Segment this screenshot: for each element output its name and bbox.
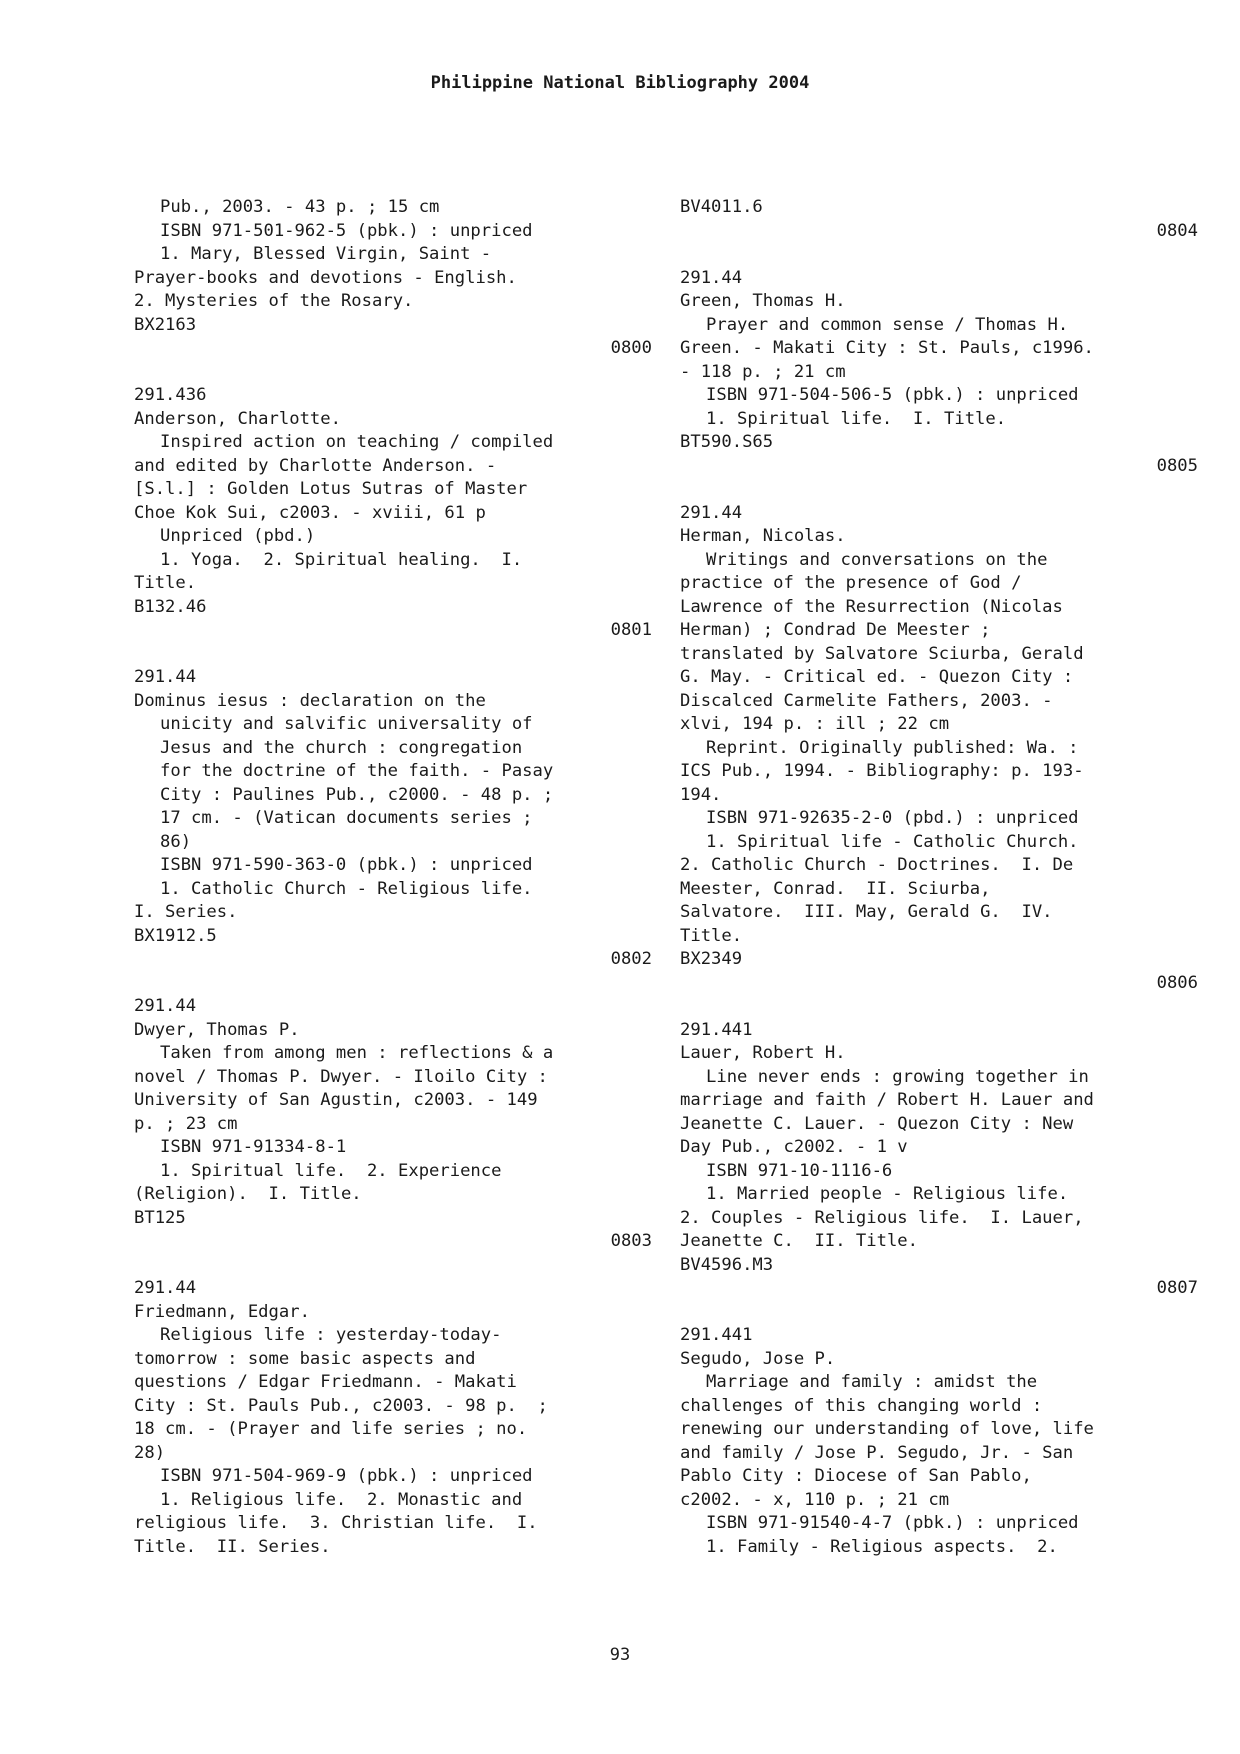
entry-line: BX2163 bbox=[134, 314, 197, 335]
entry-line: Jeanette C. Lauer. - Quezon City : New bbox=[680, 1113, 1074, 1134]
entry-line: BX1912.5 bbox=[134, 925, 217, 946]
entry-line: Inspired action on teaching / compiled bbox=[160, 432, 554, 452]
entry-line: 17 cm. - (Vatican documents series ; bbox=[160, 808, 533, 828]
entry-line: translated by Salvatore Sciurba, Gerald bbox=[680, 643, 1084, 664]
entry-line: for the doctrine of the faith. - Pasay bbox=[160, 761, 554, 781]
entry-line: Lawrence of the Resurrection (Nicolas bbox=[680, 596, 1063, 617]
entry-line: BT125 bbox=[134, 1207, 186, 1228]
entry-line: BX2349 bbox=[680, 949, 743, 969]
entry-line: Choe Kok Sui, c2003. - xviii, 61 p bbox=[134, 502, 486, 523]
entry-separator bbox=[134, 972, 654, 996]
entry-line: Herman, Nicolas. bbox=[680, 526, 846, 546]
entry-number: 0801 bbox=[610, 620, 652, 640]
entry-line: Anderson, Charlotte. bbox=[134, 408, 341, 429]
entry-line: and family / Jose P. Segudo, Jr. - San bbox=[680, 1442, 1074, 1463]
entry-line: Marriage and family : amidst the bbox=[706, 1372, 1038, 1392]
entry-line: ISBN 971-501-962-5 (pbk.) : unpriced bbox=[160, 220, 533, 241]
entry-line: Dominus iesus : declaration on the bbox=[134, 690, 486, 711]
entry-line: City : St. Pauls Pub., c2003. - 98 p. ; bbox=[134, 1395, 548, 1416]
entry-line: Green. - Makati City : St. Pauls, c1996. bbox=[680, 338, 1094, 358]
right-column bbox=[680, 196, 1200, 1559]
entry-line: and edited by Charlotte Anderson. - bbox=[134, 455, 497, 476]
entry-line: City : Paulines Pub., c2000. - 48 p. ; bbox=[160, 784, 554, 805]
entry-line: 291.441 bbox=[680, 1325, 753, 1345]
entry-line: 1. Religious life. 2. Monastic and bbox=[160, 1489, 523, 1510]
entry-line: 1. Catholic Church - Religious life. bbox=[160, 878, 533, 899]
entry-separator bbox=[680, 243, 1200, 267]
entry-line: Friedmann, Edgar. bbox=[134, 1301, 310, 1322]
entry-line: - 118 p. ; 21 cm bbox=[680, 361, 846, 382]
entry-number: 0805 bbox=[1156, 455, 1198, 476]
entry-line: challenges of this changing world : bbox=[680, 1395, 1043, 1416]
entry-line: 291.44 bbox=[134, 1278, 197, 1298]
entry-line: [S.l.] : Golden Lotus Sutras of Master bbox=[134, 479, 528, 499]
entry-line: 291.436 bbox=[134, 385, 207, 405]
entry-line: 1. Family - Religious aspects. 2. bbox=[706, 1536, 1058, 1557]
entry-line: Title. bbox=[680, 925, 743, 946]
entry-number: 0804 bbox=[1156, 220, 1198, 241]
entry-line: 2. Catholic Church - Doctrines. I. De bbox=[680, 855, 1074, 875]
entry-line: 28) bbox=[134, 1442, 166, 1463]
entry-line: Taken from among men : reflections & a bbox=[160, 1043, 554, 1063]
entry-line: Green, Thomas H. bbox=[680, 291, 846, 311]
entry-line: Religious life : yesterday-today- bbox=[160, 1325, 502, 1345]
running-head-title: Philippine National Bibliography 2004 bbox=[430, 73, 810, 93]
entry-line: 1. Spiritual life. 2. Experience bbox=[160, 1160, 502, 1181]
entry-line: unicity and salvific universality of bbox=[160, 714, 533, 734]
entry-line: renewing our understanding of love, life bbox=[680, 1419, 1094, 1439]
entry-line: Salvatore. III. May, Gerald G. IV. bbox=[680, 902, 1053, 922]
entry-line: G. May. - Critical ed. - Quezon City : bbox=[680, 667, 1074, 687]
entry-line: practice of the presence of God / bbox=[680, 573, 1022, 593]
entry-separator bbox=[134, 361, 654, 385]
entry-line: 291.441 bbox=[680, 1019, 753, 1040]
entry-line: religious life. 3. Christian life. I. bbox=[134, 1513, 538, 1533]
entry-line: marriage and faith / Robert H. Lauer and bbox=[680, 1090, 1094, 1110]
entry-line: ISBN 971-504-506-5 (pbk.) : unpriced bbox=[706, 385, 1079, 405]
entry-line: Pablo City : Diocese of San Pablo, bbox=[680, 1466, 1032, 1486]
entry-separator bbox=[680, 1301, 1200, 1325]
page-number: 93 bbox=[609, 1645, 631, 1665]
entry-line: Line never ends : growing together in bbox=[706, 1066, 1089, 1087]
entry-line: p. ; 23 cm bbox=[134, 1113, 238, 1134]
entry-line: BV4011.6 bbox=[680, 197, 763, 217]
entry-line: tomorrow : some basic aspects and bbox=[134, 1348, 476, 1369]
entry-number: 0807 bbox=[1156, 1278, 1198, 1298]
entry-line: questions / Edgar Friedmann. - Makati bbox=[134, 1372, 517, 1392]
entry-line: Prayer-books and devotions - English. bbox=[134, 267, 517, 288]
entry-line: I. Series. bbox=[134, 902, 238, 922]
entry-number: 0803 bbox=[610, 1231, 652, 1251]
entry-line: ISBN 971-91540-4-7 (pbk.) : unpriced bbox=[706, 1513, 1079, 1533]
entry-line: 291.44 bbox=[134, 667, 197, 687]
left-column bbox=[134, 196, 654, 1559]
entry-separator bbox=[680, 995, 1200, 1019]
entry-line: Dwyer, Thomas P. bbox=[134, 1019, 300, 1040]
entry-line: 291.44 bbox=[134, 996, 197, 1016]
entry-line: ISBN 971-91334-8-1 bbox=[160, 1137, 347, 1157]
entry-line: 18 cm. - (Prayer and life series ; no. bbox=[134, 1419, 528, 1439]
entry-line: xlvi, 194 p. : ill ; 22 cm bbox=[680, 714, 950, 734]
entry-line: BT590.S65 bbox=[680, 432, 774, 452]
entry-line: Title. II. Series. bbox=[134, 1536, 331, 1557]
entry-line: ISBN 971-92635-2-0 (pbd.) : unpriced bbox=[706, 808, 1079, 828]
entry-line: 86) bbox=[160, 831, 192, 852]
entry-line: ISBN 971-10-1116-6 bbox=[706, 1160, 893, 1181]
entry-line: 1. Married people - Religious life. bbox=[706, 1184, 1069, 1204]
entry-line: Herman) ; Condrad De Meester ; bbox=[680, 620, 991, 640]
entry-line: BV4596.M3 bbox=[680, 1254, 774, 1275]
entry-line: 194. bbox=[680, 784, 722, 805]
entry-line: 1. Spiritual life. I. Title. bbox=[706, 408, 1007, 429]
entry-line: 2. Mysteries of the Rosary. bbox=[134, 291, 414, 311]
entry-line: 2. Couples - Religious life. I. Lauer, bbox=[680, 1207, 1084, 1228]
entry-line: B132.46 bbox=[134, 596, 207, 617]
entry-line: 1. Mary, Blessed Virgin, Saint - bbox=[160, 244, 492, 264]
entry-line: Discalced Carmelite Fathers, 2003. - bbox=[680, 690, 1053, 711]
entry-line: Segudo, Jose P. bbox=[680, 1348, 836, 1369]
entry-line: Prayer and common sense / Thomas H. bbox=[706, 314, 1069, 335]
entry-line: 291.44 bbox=[680, 502, 743, 523]
entry-line: ISBN 971-504-969-9 (pbk.) : unpriced bbox=[160, 1466, 533, 1486]
entry-separator bbox=[134, 643, 654, 667]
entry-separator bbox=[134, 1254, 654, 1278]
entry-line: University of San Agustin, c2003. - 149 bbox=[134, 1090, 538, 1110]
entry-line: Jesus and the church : congregation bbox=[160, 737, 523, 758]
entry-line: Meester, Conrad. II. Sciurba, bbox=[680, 878, 991, 899]
entry-line: 291.44 bbox=[680, 267, 743, 288]
entry-line: Day Pub., c2002. - 1 v bbox=[680, 1137, 908, 1157]
entry-line: Unpriced (pbd.) bbox=[160, 526, 316, 546]
entry-line: 1. Spiritual life - Catholic Church. bbox=[706, 831, 1079, 852]
entry-number: 0802 bbox=[610, 949, 652, 969]
entry-line: 1. Yoga. 2. Spiritual healing. I. bbox=[160, 549, 523, 570]
entry-line: Reprint. Originally published: Wa. : bbox=[706, 737, 1079, 758]
entry-line: Title. bbox=[134, 573, 197, 593]
entry-line: ISBN 971-590-363-0 (pbk.) : unpriced bbox=[160, 855, 533, 875]
entry-separator bbox=[680, 478, 1200, 502]
entry-line: Lauer, Robert H. bbox=[680, 1043, 846, 1063]
entry-line: ICS Pub., 1994. - Bibliography: p. 193- bbox=[680, 761, 1084, 781]
entry-line: novel / Thomas P. Dwyer. - Iloilo City : bbox=[134, 1066, 548, 1087]
entry-line: c2002. - x, 110 p. ; 21 cm bbox=[680, 1489, 950, 1510]
entry-line: Jeanette C. II. Title. bbox=[680, 1231, 918, 1251]
entry-number: 0800 bbox=[610, 338, 652, 358]
entry-line: Pub., 2003. - 43 p. ; 15 cm bbox=[160, 197, 440, 217]
entry-line: (Religion). I. Title. bbox=[134, 1184, 362, 1204]
entry-line: Writings and conversations on the bbox=[706, 549, 1048, 570]
entry-number: 0806 bbox=[1156, 972, 1198, 993]
